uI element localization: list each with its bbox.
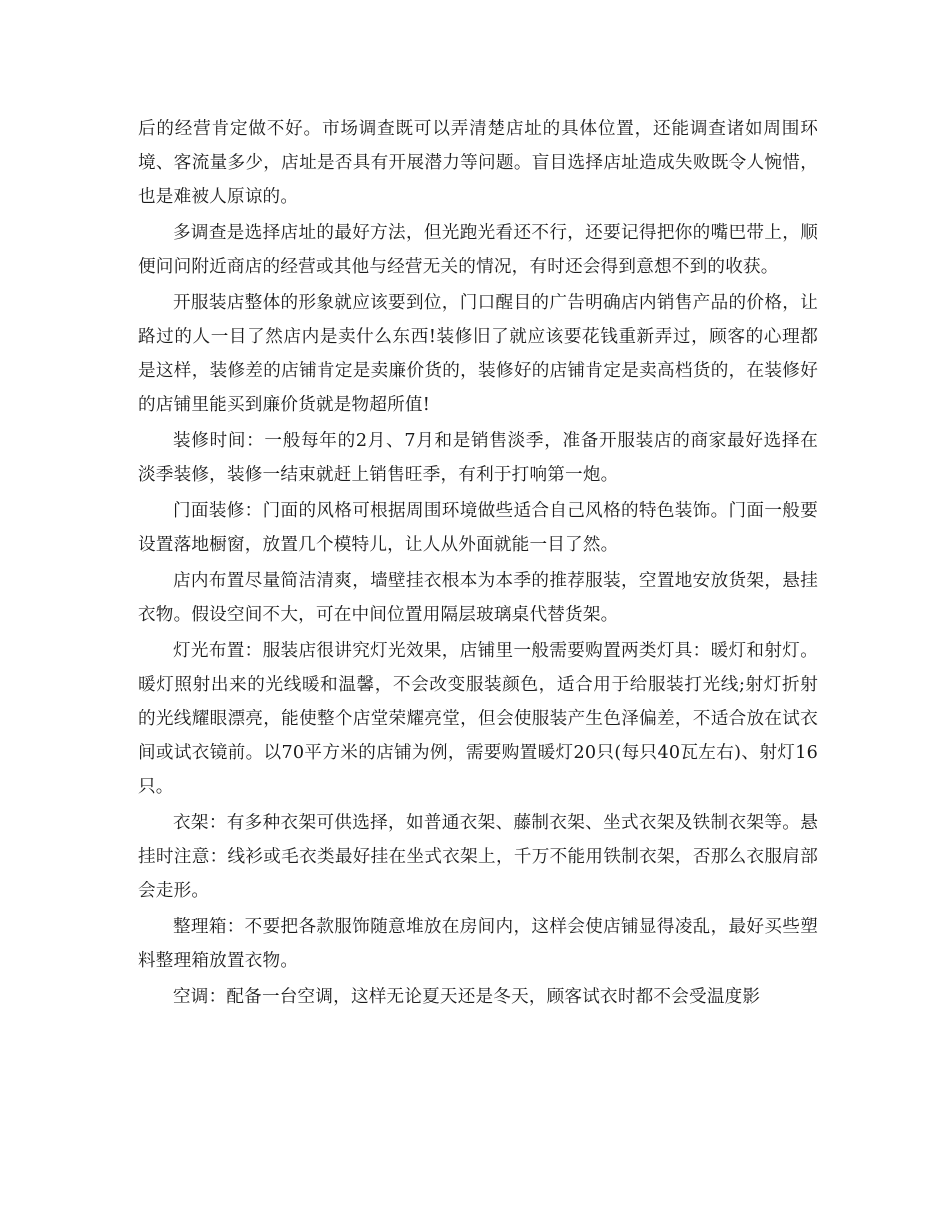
paragraph: 灯光布置：服装店很讲究灯光效果，店铺里一般需要购置两类灯具：暖灯和射灯。暖灯照射出来的光线暖和温馨，不会改变服装颜色，适合用于给服装打光线;射灯折射的光线耀眼漂亮，能使整个店堂荣耀亮堂，但会使服装产生色泽偏差，不适合放在试衣间或试衣镜前。以70平方米的店铺为例，需要购置暖灯20只(每只40瓦左右)、射灯16只。	[138, 641, 818, 797]
document-body	[138, 112, 818, 1016]
paragraph: 店内布置尽量简洁清爽，墙壁挂衣根本为本季的推荐服装，空置地安放货架，悬挂衣物。假设空间不大，可在中间位置用隔层玻璃桌代替货架。	[138, 571, 818, 625]
paragraph: 多调查是选择店址的最好方法，但光跑光看还不行，还要记得把你的嘴巴带上，顺便问问附近商店的经营或其他与经营无关的情况，有时还会得到意想不到的收获。	[138, 223, 818, 277]
paragraph: 后的经营肯定做不好。市场调查既可以弄清楚店址的具体位置，还能调查诸如周围环境、客流量多少，店址是否具有开展潜力等问题。盲目选择店址造成失败既令人惋惜，也是难被人原谅的。	[138, 119, 818, 207]
paragraph: 整理箱：不要把各款服饰随意堆放在房间内，这样会使店铺显得凌乱，最好买些塑料整理箱放置衣物。	[138, 917, 818, 971]
paragraph: 装修时间：一般每年的2月、7月和是销售淡季，准备开服装店的商家最好选择在淡季装修，装修一结束就赶上销售旺季，有利于打响第一炮。	[138, 431, 818, 485]
paragraph: 开服装店整体的形象就应该要到位，门口醒目的广告明确店内销售产品的价格，让路过的人一目了然店内是卖什么东西!装修旧了就应该要花钱重新弄过，顾客的心理都是这样，装修差的店铺肯定是卖廉价货的，装修好的店铺肯定是卖高档货的，在装修好的店铺里能买到廉价货就是物超所值!	[138, 293, 818, 415]
paragraph: 衣架：有多种衣架可供选择，如普通衣架、藤制衣架、坐式衣架及铁制衣架等。悬挂时注意：线衫或毛衣类最好挂在坐式衣架上，千万不能用铁制衣架，否那么衣服肩部会走形。	[138, 813, 818, 901]
paragraph: 门面装修：门面的风格可根据周围环境做些适合自己风格的特色装饰。门面一般要设置落地橱窗，放置几个模特儿，让人从外面就能一目了然。	[138, 501, 818, 555]
paragraph: 空调：配备一台空调，这样无论夏天还是冬天，顾客试衣时都不会受温度影	[173, 987, 761, 1007]
